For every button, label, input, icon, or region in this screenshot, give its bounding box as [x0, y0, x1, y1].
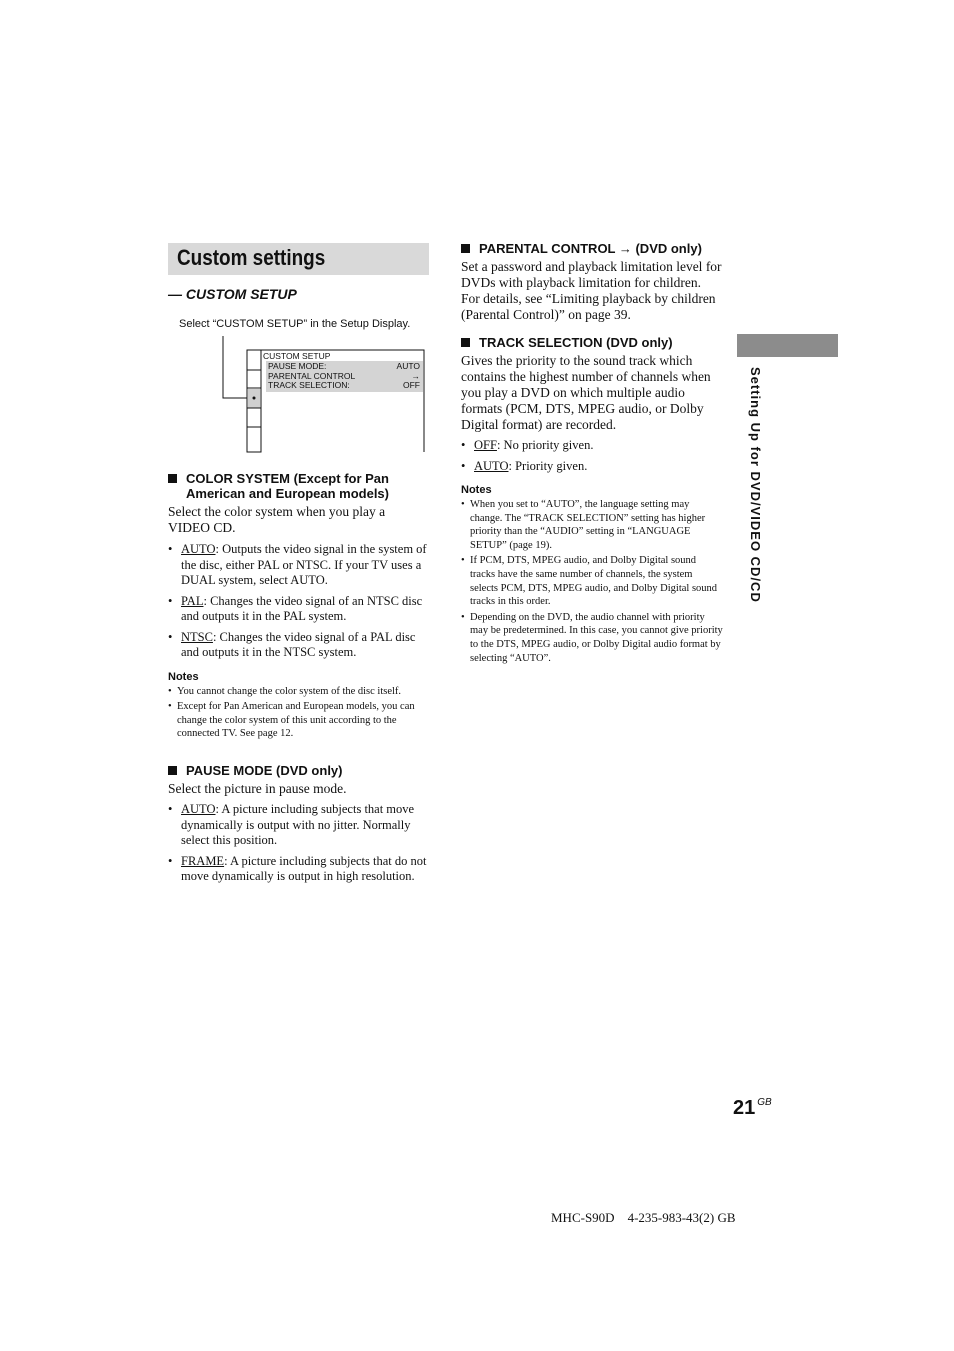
pause-mode-intro: Select the picture in pause mode.: [168, 781, 347, 796]
screen-row-value: AUTO: [396, 361, 420, 371]
track-selection-notes: [461, 498, 723, 665]
parental-control-heading: PARENTAL CONTROL → (DVD only): [461, 241, 723, 256]
screen-row-label: PAUSE MODE:: [268, 361, 327, 371]
note-item: • Except for Pan American and European models, you can change the color system of this unit according to the connected TV. See page 12.: [168, 700, 430, 741]
list-item: • FRAME: A picture including subjects that do not move dynamically is output in high resolution.: [168, 854, 430, 885]
pause-mode-heading: PAUSE MODE (DVD only): [168, 763, 430, 778]
list-item: • AUTO: A picture including subjects that move dynamically is output with no jitter. Normally select this position.: [168, 802, 430, 849]
square-bullet-icon: [461, 338, 470, 347]
track-selection-body: Gives the priority to the sound track which contains the highest number of channels when you play a DVD on which multiple audio formats (PCM, DTS, MPEG audio, or Dolby Digital format) are recorded.: [461, 353, 711, 432]
footer-model-code: MHC-S90D 4-235-983-43(2) GB: [551, 1210, 736, 1225]
setup-display-diagram: [220, 334, 430, 456]
color-system-options: [168, 542, 430, 661]
title-bar: [168, 243, 429, 275]
subtitle: — CUSTOM SETUP: [168, 286, 297, 302]
list-item: • PAL: Changes the video signal of an NTSC disc and outputs it in the PAL system.: [168, 594, 430, 625]
note-item: • Depending on the DVD, the audio channel with priority may be predetermined. In this case, you cannot give priority to the DTS, MPEG audio, or Dolby Digital audio format by selecting “AUTO”.: [461, 611, 723, 665]
screen-header: CUSTOM SETUP: [263, 351, 331, 361]
note-item: • If PCM, DTS, MPEG audio, and Dolby Digital sound tracks have the same number of channels, the system selects PCM, DTS, MPEG audio, and Dolby Digital sound tracks in this order.: [461, 554, 723, 608]
track-selection-heading: TRACK SELECTION (DVD only): [461, 335, 723, 350]
list-item: • AUTO: Outputs the video signal in the system of the disc, either PAL or NTSC. If your TV uses a DUAL system, select AUTO.: [168, 542, 430, 589]
chapter-side-label: Setting Up for DVD/VIDEO CD/CD: [748, 367, 763, 603]
page-number: 21 $^{GB}$: [733, 1097, 772, 1119]
page-title: Custom settings: [177, 245, 326, 270]
screen-row-value: OFF: [403, 380, 420, 390]
list-item: • NTSC: Changes the video signal of a PAL disc and outputs it in the NTSC system.: [168, 630, 430, 661]
list-item: • OFF: No priority given.: [461, 438, 723, 454]
list-item: • AUTO: Priority given.: [461, 459, 723, 475]
color-system-heading: COLOR SYSTEM (Except for Pan American and European models): [168, 471, 430, 501]
instruction: Select “CUSTOM SETUP” in the Setup Display.: [179, 318, 411, 330]
screen-row-label: TRACK SELECTION:: [268, 380, 350, 390]
parental-control-body: Set a password and playback limitation level for DVDs with playback limitation for children. For details, see “Limiting playback by children (Parental Control)” on page 39.: [461, 259, 722, 322]
notes-heading: Notes: [461, 484, 492, 496]
note-item: • You cannot change the color system of the disc itself.: [168, 685, 430, 699]
color-system-section: [168, 471, 430, 743]
chapter-tab: [737, 334, 838, 357]
track-selection-options: [461, 438, 723, 474]
track-selection-section: [461, 335, 723, 667]
square-bullet-icon: [168, 766, 177, 775]
pause-mode-options: [168, 802, 430, 885]
color-system-notes: [168, 685, 430, 741]
square-bullet-icon: [168, 474, 177, 483]
color-system-intro: Select the color system when you play a VIDEO CD.: [168, 504, 386, 535]
note-item: • When you set to “AUTO”, the language setting may change. The “TRACK SELECTION” setting has higher priority than the “AUDIO” setting in “LANGUAGE SETUP” (page 19).: [461, 498, 723, 552]
parental-control-section: [461, 241, 723, 323]
square-bullet-icon: [461, 244, 470, 253]
pause-mode-section: [168, 763, 430, 890]
screen-row-value: →: [411, 371, 420, 381]
screen-row-label: PARENTAL CONTROL: [268, 371, 356, 381]
notes-heading: Notes: [168, 670, 199, 683]
